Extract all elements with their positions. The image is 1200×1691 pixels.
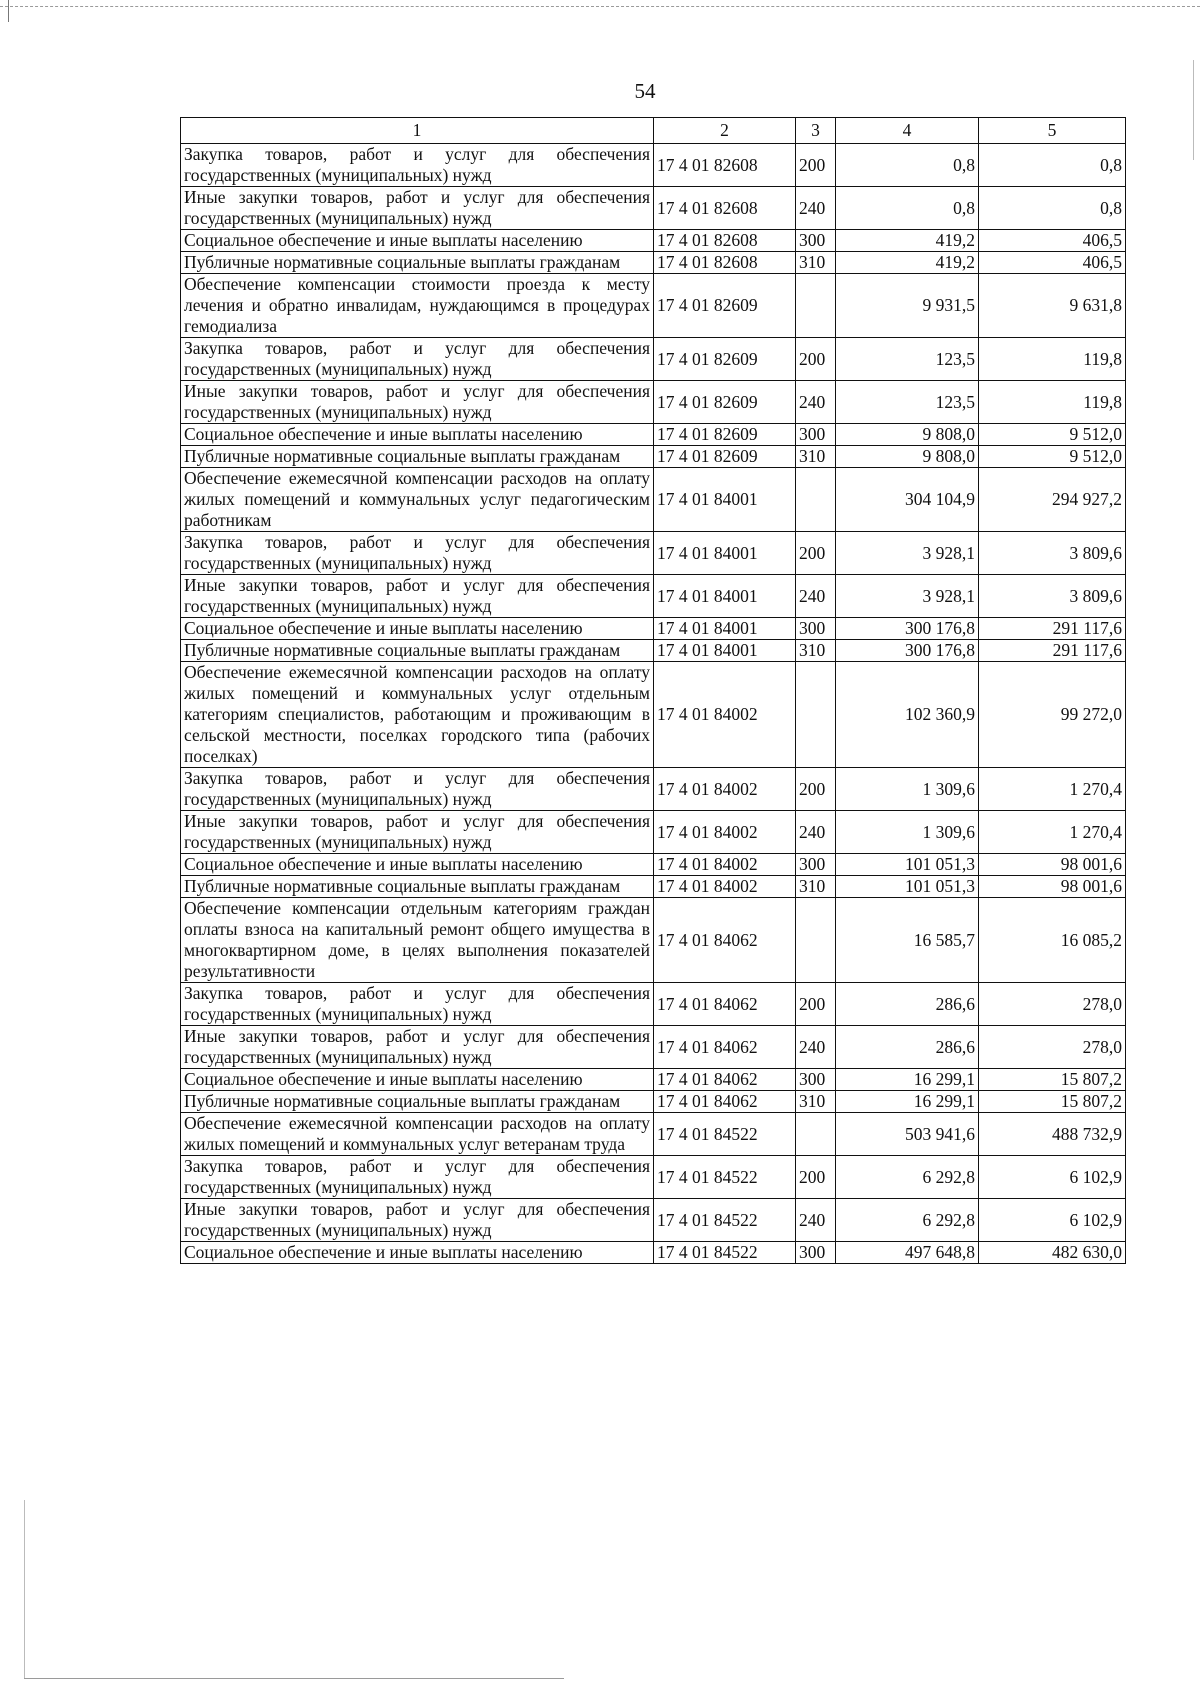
row-value-col4-cell: 1 309,6 <box>836 768 979 811</box>
row-code-cell: 17 4 01 84062 <box>654 1069 796 1091</box>
row-name-cell: Закупка товаров, работ и услуг для обеспечения государственных (муниципальных) нужд <box>181 338 654 381</box>
row-code-cell: 17 4 01 84062 <box>654 898 796 983</box>
row-type-cell: 200 <box>796 768 836 811</box>
row-name-cell: Публичные нормативные социальные выплаты гражданам <box>181 876 654 898</box>
table-row <box>181 618 1126 640</box>
row-value-col4-cell: 419,2 <box>836 230 979 252</box>
row-value-col5-cell: 0,8 <box>979 144 1126 187</box>
row-value-col4-cell: 6 292,8 <box>836 1199 979 1242</box>
table-row <box>181 1242 1126 1264</box>
row-value-col5-cell: 98 001,6 <box>979 854 1126 876</box>
row-value-col5-cell: 16 085,2 <box>979 898 1126 983</box>
row-name-cell: Иные закупки товаров, работ и услуг для обеспечения государственных (муниципальных) нужд <box>181 1199 654 1242</box>
row-type-cell: 300 <box>796 854 836 876</box>
row-code-cell: 17 4 01 84002 <box>654 876 796 898</box>
row-type-cell: 300 <box>796 424 836 446</box>
table-row <box>181 1113 1126 1156</box>
row-code-cell: 17 4 01 84001 <box>654 532 796 575</box>
row-name-cell: Публичные нормативные социальные выплаты гражданам <box>181 252 654 274</box>
row-name-cell: Иные закупки товаров, работ и услуг для обеспечения государственных (муниципальных) нужд <box>181 811 654 854</box>
row-value-col4-cell: 101 051,3 <box>836 854 979 876</box>
table-row <box>181 662 1126 768</box>
row-value-col5-cell: 15 807,2 <box>979 1069 1126 1091</box>
table-row <box>181 983 1126 1026</box>
table-row <box>181 446 1126 468</box>
row-type-cell: 310 <box>796 1091 836 1113</box>
row-name-cell: Социальное обеспечение и иные выплаты населению <box>181 1242 654 1264</box>
row-name-cell: Обеспечение ежемесячной компенсации расходов на оплату жилых помещений и коммунальных услуг отдельным категориям специалистов, работающим и проживающим в сельской местности, поселках городского типа (рабочих поселках) <box>181 662 654 768</box>
row-value-col5-cell: 406,5 <box>979 230 1126 252</box>
row-value-col4-cell: 1 309,6 <box>836 811 979 854</box>
table-body <box>181 144 1126 1264</box>
row-name-cell: Социальное обеспечение и иные выплаты населению <box>181 1069 654 1091</box>
row-name-cell: Иные закупки товаров, работ и услуг для обеспечения государственных (муниципальных) нужд <box>181 187 654 230</box>
row-code-cell: 17 4 01 82608 <box>654 144 796 187</box>
row-code-cell: 17 4 01 82609 <box>654 381 796 424</box>
row-name-cell: Закупка товаров, работ и услуг для обеспечения государственных (муниципальных) нужд <box>181 1156 654 1199</box>
row-name-cell: Социальное обеспечение и иные выплаты населению <box>181 230 654 252</box>
row-type-cell: 310 <box>796 252 836 274</box>
row-name-cell: Обеспечение компенсации стоимости проезда к месту лечения и обратно инвалидам, нуждающимся в процедурах гемодиализа <box>181 274 654 338</box>
column-header-1: 1 <box>181 118 654 144</box>
row-value-col5-cell: 9 512,0 <box>979 424 1126 446</box>
row-type-cell: 310 <box>796 640 836 662</box>
row-value-col4-cell: 9 808,0 <box>836 446 979 468</box>
row-value-col4-cell: 300 176,8 <box>836 640 979 662</box>
table-row <box>181 274 1126 338</box>
row-code-cell: 17 4 01 82608 <box>654 252 796 274</box>
row-value-col4-cell: 503 941,6 <box>836 1113 979 1156</box>
scan-edge-bottom-left <box>24 1500 25 1678</box>
row-value-col4-cell: 0,8 <box>836 187 979 230</box>
row-type-cell: 200 <box>796 338 836 381</box>
row-name-cell: Публичные нормативные социальные выплаты гражданам <box>181 446 654 468</box>
table-row <box>181 768 1126 811</box>
table-row <box>181 1026 1126 1069</box>
row-value-col5-cell: 3 809,6 <box>979 532 1126 575</box>
table-row <box>181 575 1126 618</box>
row-value-col4-cell: 300 176,8 <box>836 618 979 640</box>
row-type-cell: 200 <box>796 532 836 575</box>
row-type-cell: 240 <box>796 575 836 618</box>
row-type-cell: 240 <box>796 811 836 854</box>
table-row <box>181 338 1126 381</box>
table-row <box>181 144 1126 187</box>
row-code-cell: 17 4 01 84522 <box>654 1113 796 1156</box>
row-type-cell: 300 <box>796 230 836 252</box>
table-row <box>181 1199 1126 1242</box>
row-type-cell: 300 <box>796 1242 836 1264</box>
row-name-cell: Закупка товаров, работ и услуг для обеспечения государственных (муниципальных) нужд <box>181 144 654 187</box>
row-name-cell: Иные закупки товаров, работ и услуг для обеспечения государственных (муниципальных) нужд <box>181 575 654 618</box>
table-row <box>181 640 1126 662</box>
row-value-col4-cell: 6 292,8 <box>836 1156 979 1199</box>
row-value-col5-cell: 119,8 <box>979 381 1126 424</box>
row-value-col5-cell: 6 102,9 <box>979 1199 1126 1242</box>
row-type-cell <box>796 662 836 768</box>
row-value-col5-cell: 6 102,9 <box>979 1156 1126 1199</box>
row-value-col5-cell: 15 807,2 <box>979 1091 1126 1113</box>
row-code-cell: 17 4 01 82609 <box>654 338 796 381</box>
column-header-5: 5 <box>979 118 1126 144</box>
row-value-col5-cell: 98 001,6 <box>979 876 1126 898</box>
row-name-cell: Обеспечение ежемесячной компенсации расходов на оплату жилых помещений и коммунальных услуг педагогическим работникам <box>181 468 654 532</box>
row-name-cell: Обеспечение ежемесячной компенсации расходов на оплату жилых помещений и коммунальных услуг ветеранам труда <box>181 1113 654 1156</box>
row-value-col4-cell: 123,5 <box>836 338 979 381</box>
row-value-col4-cell: 3 928,1 <box>836 575 979 618</box>
row-type-cell: 300 <box>796 618 836 640</box>
row-value-col5-cell: 1 270,4 <box>979 811 1126 854</box>
row-value-col4-cell: 102 360,9 <box>836 662 979 768</box>
row-value-col5-cell: 482 630,0 <box>979 1242 1126 1264</box>
row-name-cell: Обеспечение компенсации отдельным категориям граждан оплаты взноса на капитальный ремонт общего имущества в многоквартирном доме, в целях выполнения показателей результативности <box>181 898 654 983</box>
row-value-col5-cell: 9 631,8 <box>979 274 1126 338</box>
table-row <box>181 187 1126 230</box>
row-value-col4-cell: 16 585,7 <box>836 898 979 983</box>
row-value-col5-cell: 9 512,0 <box>979 446 1126 468</box>
row-code-cell: 17 4 01 84002 <box>654 854 796 876</box>
budget-table <box>180 117 1126 1264</box>
row-name-cell: Иные закупки товаров, работ и услуг для обеспечения государственных (муниципальных) нужд <box>181 381 654 424</box>
row-value-col4-cell: 286,6 <box>836 983 979 1026</box>
page-number: 54 <box>634 79 656 103</box>
row-name-cell: Социальное обеспечение и иные выплаты населению <box>181 424 654 446</box>
row-value-col4-cell: 9 931,5 <box>836 274 979 338</box>
row-value-col4-cell: 9 808,0 <box>836 424 979 446</box>
row-name-cell: Иные закупки товаров, работ и услуг для обеспечения государственных (муниципальных) нужд <box>181 1026 654 1069</box>
row-name-cell: Публичные нормативные социальные выплаты гражданам <box>181 1091 654 1113</box>
table-row <box>181 898 1126 983</box>
row-value-col4-cell: 304 104,9 <box>836 468 979 532</box>
row-value-col4-cell: 419,2 <box>836 252 979 274</box>
row-code-cell: 17 4 01 84002 <box>654 811 796 854</box>
row-name-cell: Закупка товаров, работ и услуг для обеспечения государственных (муниципальных) нужд <box>181 532 654 575</box>
row-value-col5-cell: 488 732,9 <box>979 1113 1126 1156</box>
row-code-cell: 17 4 01 82609 <box>654 424 796 446</box>
row-value-col5-cell: 3 809,6 <box>979 575 1126 618</box>
row-value-col4-cell: 16 299,1 <box>836 1091 979 1113</box>
row-code-cell: 17 4 01 84522 <box>654 1156 796 1199</box>
column-header-4: 4 <box>836 118 979 144</box>
row-value-col4-cell: 123,5 <box>836 381 979 424</box>
row-value-col5-cell: 119,8 <box>979 338 1126 381</box>
row-value-col5-cell: 278,0 <box>979 1026 1126 1069</box>
row-code-cell: 17 4 01 84062 <box>654 983 796 1026</box>
row-code-cell: 17 4 01 82609 <box>654 274 796 338</box>
scan-edge-top <box>0 6 1200 7</box>
row-type-cell: 240 <box>796 1199 836 1242</box>
table-row <box>181 230 1126 252</box>
row-code-cell: 17 4 01 82609 <box>654 446 796 468</box>
row-value-col4-cell: 16 299,1 <box>836 1069 979 1091</box>
row-type-cell: 300 <box>796 1069 836 1091</box>
row-name-cell: Социальное обеспечение и иные выплаты населению <box>181 618 654 640</box>
row-value-col5-cell: 291 117,6 <box>979 618 1126 640</box>
table-row <box>181 252 1126 274</box>
row-type-cell <box>796 1113 836 1156</box>
row-value-col5-cell: 99 272,0 <box>979 662 1126 768</box>
row-type-cell: 200 <box>796 144 836 187</box>
row-value-col4-cell: 0,8 <box>836 144 979 187</box>
row-type-cell: 240 <box>796 1026 836 1069</box>
row-code-cell: 17 4 01 84001 <box>654 468 796 532</box>
row-value-col5-cell: 291 117,6 <box>979 640 1126 662</box>
table-row <box>181 532 1126 575</box>
row-type-cell: 200 <box>796 983 836 1026</box>
row-type-cell <box>796 468 836 532</box>
row-code-cell: 17 4 01 82608 <box>654 187 796 230</box>
table-row <box>181 1091 1126 1113</box>
table-row <box>181 424 1126 446</box>
table-row <box>181 876 1126 898</box>
table-row <box>181 381 1126 424</box>
row-code-cell: 17 4 01 84522 <box>654 1242 796 1264</box>
row-code-cell: 17 4 01 84002 <box>654 662 796 768</box>
scan-edge-left <box>8 0 9 22</box>
row-value-col4-cell: 3 928,1 <box>836 532 979 575</box>
row-value-col4-cell: 101 051,3 <box>836 876 979 898</box>
row-type-cell: 240 <box>796 381 836 424</box>
row-value-col4-cell: 497 648,8 <box>836 1242 979 1264</box>
column-header-2: 2 <box>654 118 796 144</box>
row-value-col5-cell: 294 927,2 <box>979 468 1126 532</box>
scan-edge-right <box>1193 60 1194 160</box>
row-name-cell: Закупка товаров, работ и услуг для обеспечения государственных (муниципальных) нужд <box>181 768 654 811</box>
row-type-cell: 200 <box>796 1156 836 1199</box>
row-type-cell: 240 <box>796 187 836 230</box>
row-code-cell: 17 4 01 84001 <box>654 575 796 618</box>
column-header-3: 3 <box>796 118 836 144</box>
row-value-col4-cell: 286,6 <box>836 1026 979 1069</box>
row-value-col5-cell: 0,8 <box>979 187 1126 230</box>
table-row <box>181 468 1126 532</box>
row-code-cell: 17 4 01 84062 <box>654 1091 796 1113</box>
table-header-row <box>181 118 1126 144</box>
table-row <box>181 811 1126 854</box>
row-type-cell: 310 <box>796 876 836 898</box>
row-code-cell: 17 4 01 84002 <box>654 768 796 811</box>
table-row <box>181 1069 1126 1091</box>
row-code-cell: 17 4 01 82608 <box>654 230 796 252</box>
row-code-cell: 17 4 01 84522 <box>654 1199 796 1242</box>
row-name-cell: Социальное обеспечение и иные выплаты населению <box>181 854 654 876</box>
row-code-cell: 17 4 01 84001 <box>654 640 796 662</box>
table-row <box>181 854 1126 876</box>
table-row <box>181 1156 1126 1199</box>
row-type-cell <box>796 898 836 983</box>
row-code-cell: 17 4 01 84001 <box>654 618 796 640</box>
row-value-col5-cell: 1 270,4 <box>979 768 1126 811</box>
row-name-cell: Закупка товаров, работ и услуг для обеспечения государственных (муниципальных) нужд <box>181 983 654 1026</box>
scan-edge-bottom <box>24 1678 564 1679</box>
row-value-col5-cell: 406,5 <box>979 252 1126 274</box>
row-value-col5-cell: 278,0 <box>979 983 1126 1026</box>
row-code-cell: 17 4 01 84062 <box>654 1026 796 1069</box>
row-type-cell: 310 <box>796 446 836 468</box>
row-name-cell: Публичные нормативные социальные выплаты гражданам <box>181 640 654 662</box>
row-type-cell <box>796 274 836 338</box>
